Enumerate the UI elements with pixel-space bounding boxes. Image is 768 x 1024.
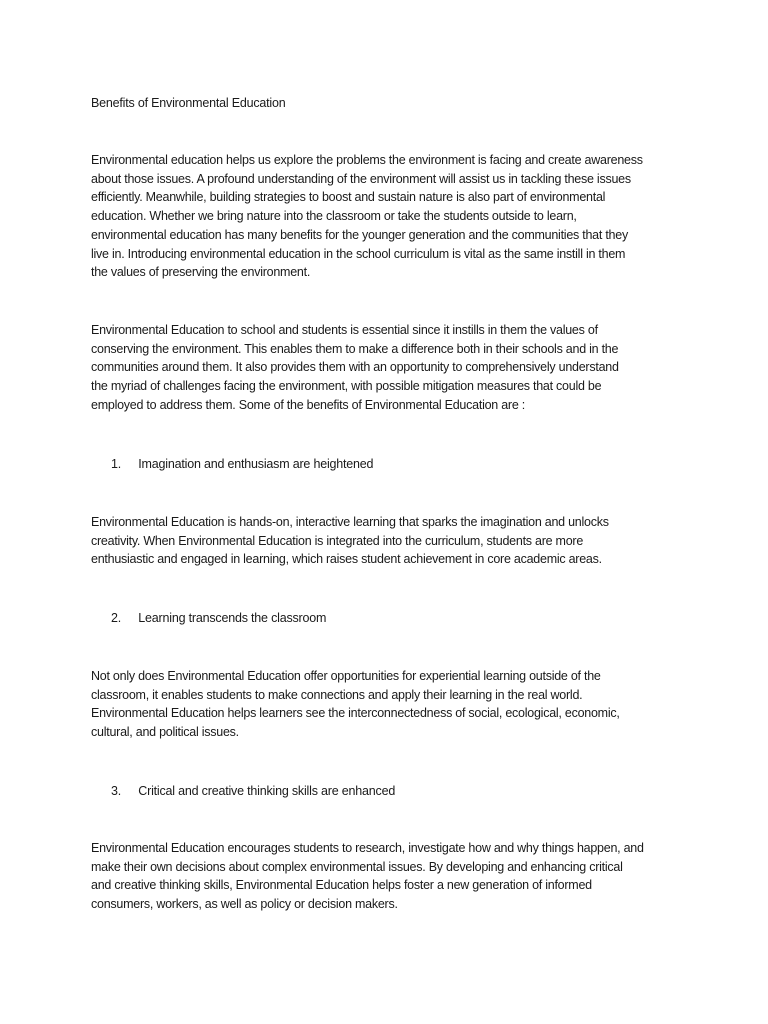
benefit-paragraph-2: [91, 667, 683, 742]
list-number: 3.: [111, 784, 122, 798]
benefit-heading-1: [111, 456, 671, 472]
paragraph-line: Environmental Education is hands-on, interactive learning that sparks the imagination and unlocks: [91, 515, 609, 529]
benefit-heading-text: Learning transcends the classroom: [138, 611, 327, 625]
paragraph-line: classroom, it enables students to make connections and apply their learning in the real world.: [91, 687, 583, 702]
paragraph-line: consumers, workers, as well as policy or decision makers.: [91, 897, 398, 912]
paragraph-line: efficiently. Meanwhile, building strategies to boost and sustain nature is also part of environmental: [91, 190, 606, 205]
paragraph-line: Environmental Education to school and students is essential since it instills in them the values of: [91, 323, 598, 337]
paragraph-line: conserving the environment. This enables them to make a difference both in their schools and in the: [91, 341, 619, 356]
benefit-heading-2: [111, 610, 671, 626]
paragraph-line: make their own decisions about complex environmental issues. By developing and enhancing critical: [91, 859, 623, 874]
paragraph-line: about those issues. A profound understanding of the environment will assist us in tackling these issues: [91, 171, 631, 186]
benefit-heading-text: Critical and creative thinking skills are enhanced: [138, 784, 396, 798]
benefit-heading-3: [111, 783, 671, 799]
paragraph-line: and creative thinking skills, Environmental Education helps foster a new generation of informed: [91, 878, 592, 893]
paragraph-line: enthusiastic and engaged in learning, which raises student achievement in core academic areas.: [91, 552, 602, 567]
paragraph-line: live in. Introducing environmental education in the school curriculum is vital as the same instill in them: [91, 246, 626, 261]
paragraph-line: creativity. When Environmental Education is integrated into the curriculum, students are more: [91, 533, 584, 548]
paragraph-line: employed to address them. Some of the benefits of Environmental Education are :: [91, 397, 525, 412]
paragraph-line: the values of preserving the environment.: [91, 265, 311, 280]
paragraph-line: Not only does Environmental Education offer opportunities for experiential learning outside of the: [91, 669, 601, 683]
benefit-heading-text: Imagination and enthusiasm are heightened: [138, 457, 374, 471]
paragraph-line: education. Whether we bring nature into the classroom or take the students outside to learn,: [91, 209, 577, 224]
paragraph-line: Environmental education helps us explore the problems the environment is facing and create awareness: [91, 153, 643, 167]
paragraph-line: communities around them. It also provides them with an opportunity to comprehensively understand: [91, 360, 619, 375]
document-title: Benefits of Environmental Education: [91, 96, 286, 110]
paragraph-line: cultural, and political issues.: [91, 725, 239, 740]
intro-paragraph: [91, 151, 683, 282]
paragraph-line: environmental education has many benefits for the younger generation and the communities that they: [91, 227, 628, 242]
second-paragraph: [91, 321, 683, 415]
list-number: 1.: [111, 457, 122, 471]
benefit-paragraph-1: [91, 513, 683, 569]
paragraph-line: Environmental Education helps learners see the interconnectedness of social, ecological, economic,: [91, 706, 620, 721]
list-number: 2.: [111, 611, 122, 625]
paragraph-line: Environmental Education encourages students to research, investigate how and why things happen, and: [91, 841, 644, 855]
paragraph-line: the myriad of challenges facing the environment, with possible mitigation measures that could be: [91, 379, 602, 394]
benefit-paragraph-3: [91, 839, 683, 914]
